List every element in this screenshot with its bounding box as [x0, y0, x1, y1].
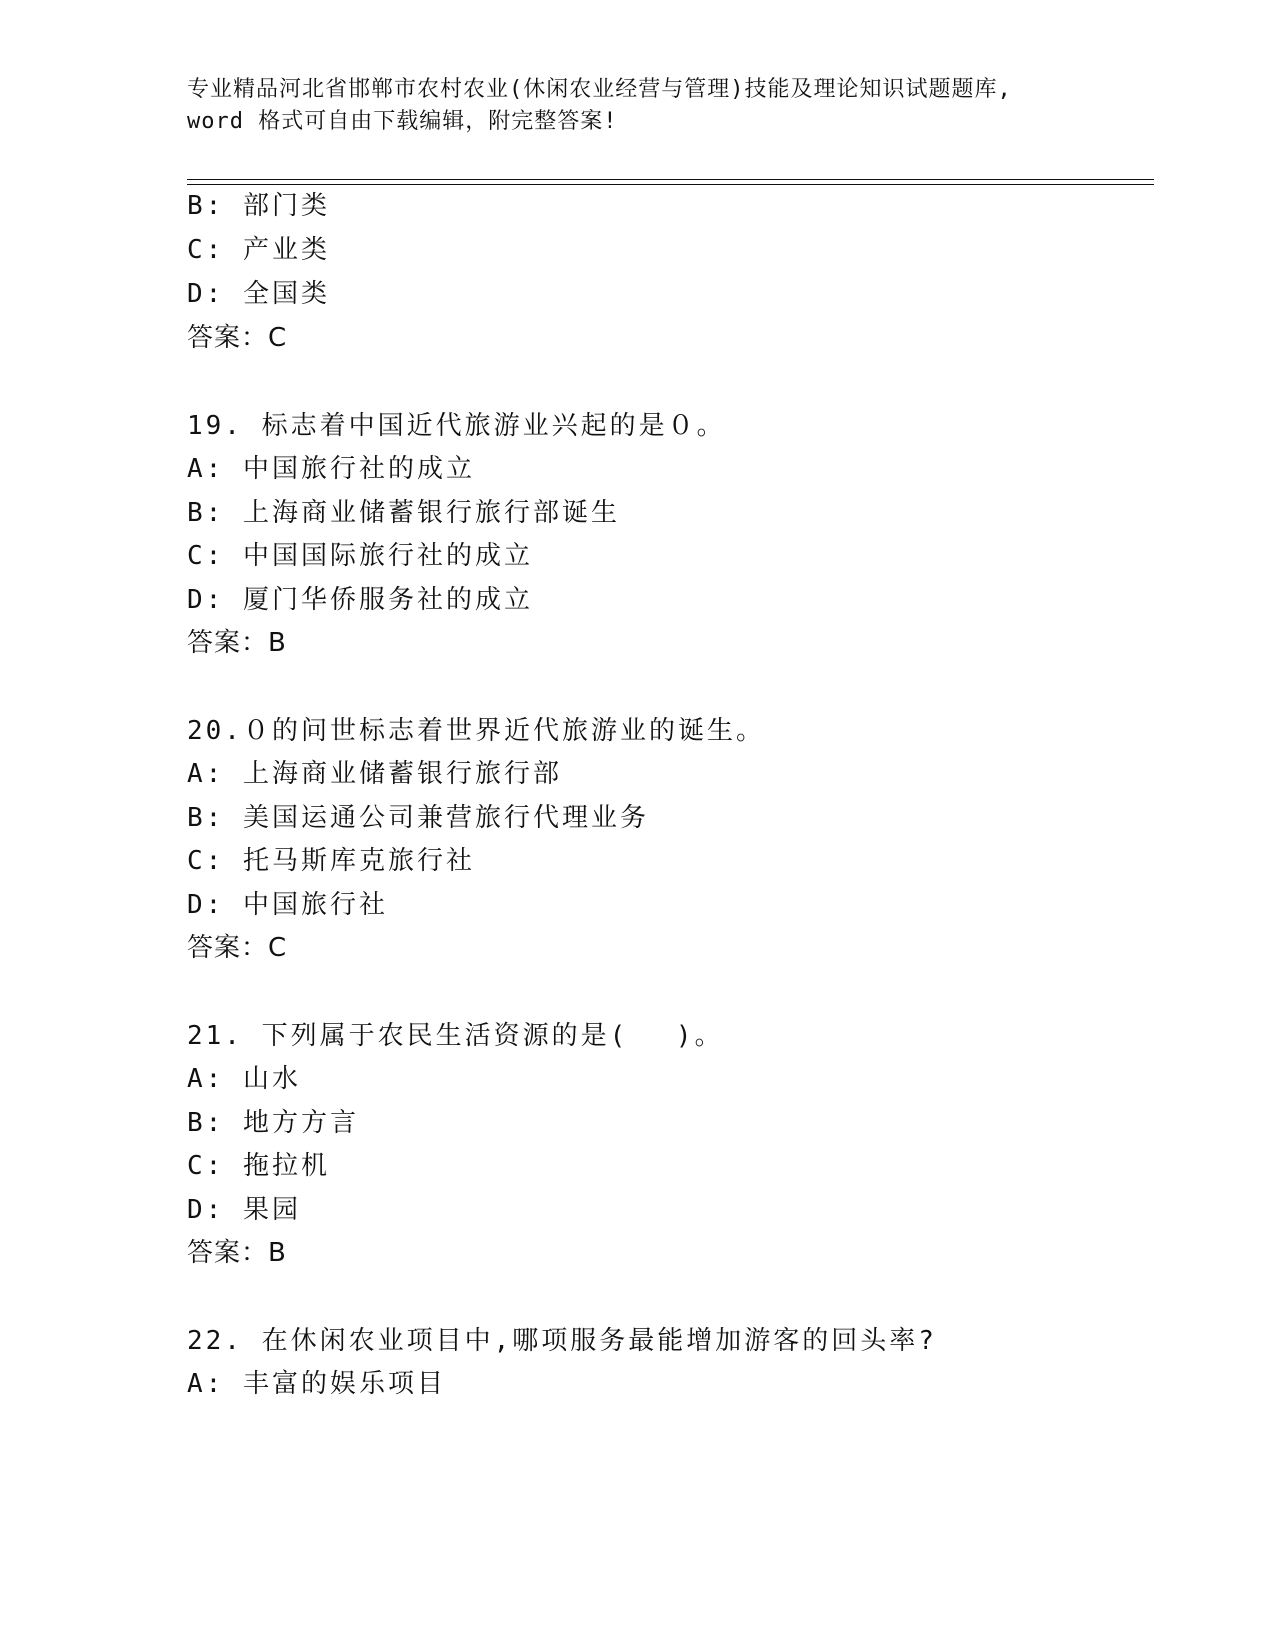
option-b: B: 上海商业储蓄银行旅行部诞生: [187, 498, 620, 528]
answer-line: 答案：B: [187, 1238, 287, 1268]
option-b: B: 美国运通公司兼营旅行代理业务: [187, 803, 649, 833]
question-22: 22. 在休闲农业项目中,哪项服务最能增加游客的回头率?: [187, 1326, 937, 1356]
page-header: [187, 74, 1147, 138]
header-title-line-2: word 格式可自由下载编辑，附完整答案!: [187, 109, 618, 134]
option-d: D: 中国旅行社: [187, 890, 388, 920]
question-21: 21. 下列属于农民生活资源的是( )。: [187, 1021, 724, 1051]
option-a: A: 中国旅行社的成立: [187, 454, 475, 484]
option-c: C: 拖拉机: [187, 1151, 330, 1181]
option-c: C: 托马斯库克旅行社: [187, 846, 475, 876]
option-c: C: 产业类: [187, 235, 330, 265]
question-20: 20.０的问世标志着世界近代旅游业的诞生。: [187, 716, 765, 746]
header-divider-top: [187, 179, 1154, 180]
option-b: B: 地方方言: [187, 1108, 359, 1138]
option-d: D: 果园: [187, 1195, 301, 1225]
option-b: B: 部门类: [187, 191, 330, 221]
question-19: 19. 标志着中国近代旅游业兴起的是０。: [187, 411, 726, 441]
option-d: D: 全国类: [187, 279, 330, 309]
header-title-line-1: 专业精品河北省邯郸市农村农业(休闲农业经营与管理)技能及理论知识试题题库,: [187, 77, 1012, 102]
option-a: A: 上海商业储蓄银行旅行部: [187, 759, 562, 789]
answer-line: 答案：B: [187, 628, 287, 658]
option-c: C: 中国国际旅行社的成立: [187, 541, 533, 571]
option-a: A: 丰富的娱乐项目: [187, 1369, 446, 1399]
answer-line: 答案：C: [187, 323, 288, 353]
option-d: D: 厦门华侨服务社的成立: [187, 585, 533, 615]
answer-line: 答案：C: [187, 933, 288, 963]
header-divider-bottom: [187, 184, 1154, 185]
option-a: A: 山水: [187, 1064, 301, 1094]
